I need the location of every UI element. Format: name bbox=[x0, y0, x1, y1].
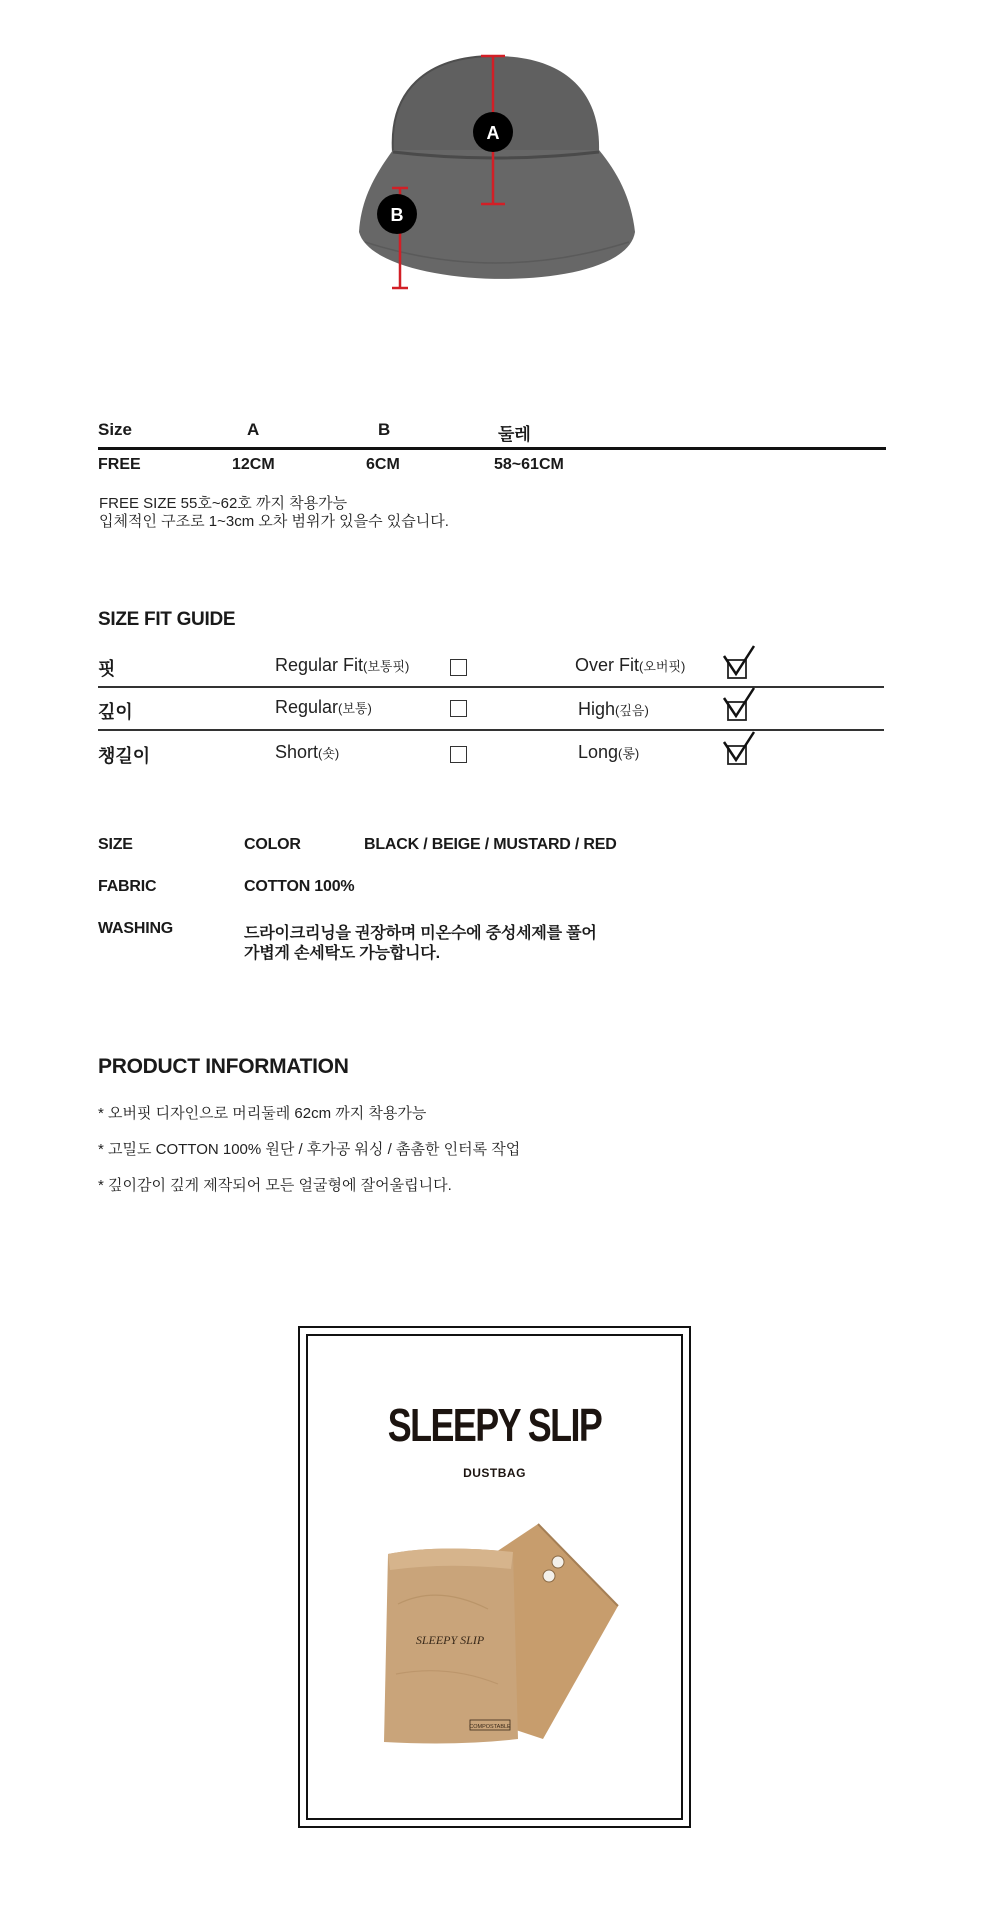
size-value-free: FREE bbox=[98, 456, 141, 473]
size-table-divider bbox=[98, 447, 886, 450]
brim-option-long: Long(롱) bbox=[578, 742, 640, 762]
checkbox-short-brim bbox=[450, 746, 467, 763]
brand-logo-text: SLEEPY SLIP bbox=[387, 1399, 602, 1451]
spec-washing-line2: 가볍게 손세탁도 가능합니다. bbox=[244, 945, 440, 962]
size-value-b: 6CM bbox=[366, 456, 400, 473]
size-note-2: 입체적인 구조로 1~3cm 오차 범위가 있을수 있습니다. bbox=[99, 513, 449, 530]
marker-a-label: A bbox=[486, 123, 500, 143]
fit-option-regular: Regular Fit(보통핏) bbox=[275, 655, 410, 675]
size-header-size: Size bbox=[98, 420, 133, 439]
bucket-hat-illustration bbox=[355, 52, 635, 302]
spec-color-value: BLACK / BEIGE / MUSTARD / RED bbox=[364, 836, 617, 853]
spec-color-label: COLOR bbox=[244, 836, 301, 853]
fit-option-over: Over Fit(오버핏) bbox=[575, 655, 686, 675]
brim-option-short: Short(숏) bbox=[275, 742, 340, 762]
spec-washing-label: WASHING bbox=[98, 920, 174, 937]
fit-row-label: 깊이 bbox=[98, 702, 133, 722]
checkbox-regular-fit bbox=[450, 659, 467, 676]
fit-row-divider bbox=[98, 729, 884, 731]
fit-row-label: 챙길이 bbox=[98, 746, 151, 766]
checkbox-checked-icon bbox=[722, 644, 758, 684]
size-header-b: B bbox=[378, 420, 391, 439]
checkbox-regular-depth bbox=[450, 700, 467, 717]
dustbag-subtitle: DUSTBAG bbox=[463, 1466, 526, 1480]
spec-size-label: SIZE bbox=[98, 836, 133, 853]
spec-fabric-label: FABRIC bbox=[98, 878, 157, 895]
product-information-title: PRODUCT INFORMATION bbox=[98, 1055, 349, 1078]
checkbox-checked-icon bbox=[722, 686, 758, 726]
depth-option-regular: Regular(보통) bbox=[275, 697, 372, 717]
marker-b-label: B bbox=[390, 205, 404, 225]
dustbag-inner-frame bbox=[306, 1334, 683, 1820]
product-info-item: * 오버핏 디자인으로 머리둘레 62cm 까지 착용가능 bbox=[98, 1105, 427, 1122]
spec-fabric-value: COTTON 100% bbox=[244, 878, 355, 895]
depth-option-high: High(깊음) bbox=[578, 699, 649, 719]
size-header-a: A bbox=[247, 420, 260, 439]
size-value-circumference: 58~61CM bbox=[494, 456, 564, 473]
checkbox-checked-icon bbox=[722, 730, 758, 770]
size-header-circumference: 둘레 bbox=[498, 425, 531, 444]
hat-measurement-diagram bbox=[355, 52, 635, 302]
bag-tag-text: COMPOSTABLE bbox=[469, 1724, 511, 1730]
fit-row-divider bbox=[98, 686, 884, 688]
size-value-a: 12CM bbox=[232, 456, 275, 473]
kraft-dustbag-image bbox=[378, 1514, 628, 1754]
size-note-1: FREE SIZE 55호~62호 까지 착용가능 bbox=[99, 495, 348, 512]
spec-washing-line1: 드라이크리닝을 권장하며 미온수에 중성세제를 풀어 bbox=[244, 925, 597, 942]
dustbag-panel bbox=[298, 1326, 691, 1828]
product-info-item: * 깊이감이 깊게 제작되어 모든 얼굴형에 잘어울립니다. bbox=[98, 1177, 452, 1194]
product-info-item: * 고밀도 COTTON 100% 원단 / 후가공 워싱 / 촘촘한 인터록 작업 bbox=[98, 1141, 521, 1158]
fit-row-label: 핏 bbox=[98, 659, 116, 679]
bag-print-text: SLEEPY SLIP bbox=[415, 1633, 485, 1647]
fit-guide-title: SIZE FIT GUIDE bbox=[98, 609, 236, 630]
